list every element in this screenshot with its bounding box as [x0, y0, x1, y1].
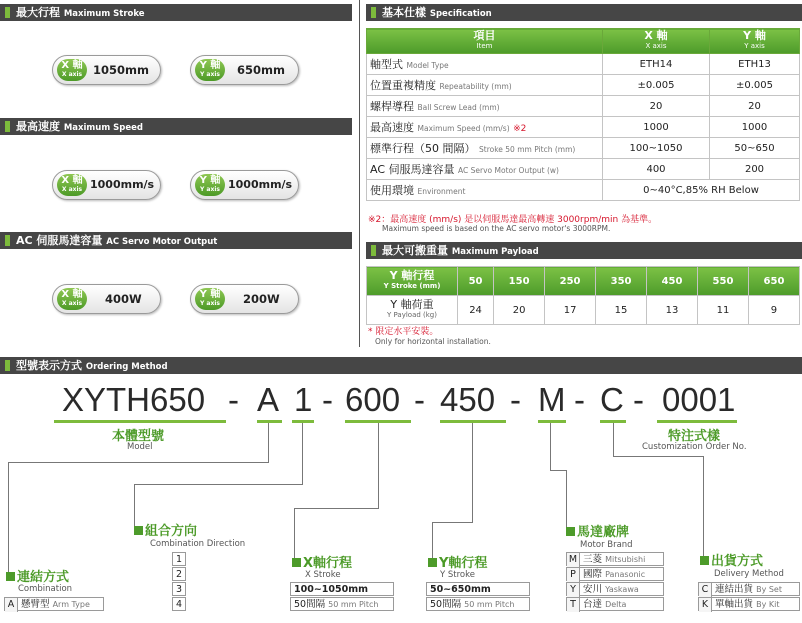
- spec-note-en: Maximum speed is based on the AC servo motor's 3000RPM.: [382, 224, 611, 233]
- direction-option: 2: [172, 567, 186, 581]
- bullet-icon: [6, 572, 15, 581]
- stroke-section-bar: [0, 4, 352, 21]
- spec-row-x: 1000: [603, 117, 710, 138]
- ystroke-pitch: 50間隔 50 mm Pitch: [426, 597, 530, 611]
- x-axis-badge: X 軸 X axis: [57, 174, 87, 196]
- spec-title-cn: 基本仕樣: [382, 6, 426, 19]
- combination-option: A 懸臂型 Arm Type: [4, 597, 104, 611]
- spec-row: [367, 138, 800, 159]
- spec-row-x: ETH14: [603, 54, 710, 75]
- payload-load: 15: [596, 296, 647, 325]
- bullet-icon: [134, 526, 143, 535]
- xstroke-pitch: 50間隔 50 mm Pitch: [290, 597, 394, 611]
- delivery-option: K 單軸出貨 By Kit: [698, 597, 800, 611]
- code-xstroke: 600: [345, 381, 401, 418]
- stroke-title-cn: 最大行程: [16, 6, 60, 19]
- spec-row-label: AC 伺服馬達容量 AC Servo Motor Output (w): [367, 159, 603, 180]
- code-direction: 1: [294, 381, 313, 418]
- delivery-option: C 連結出貨 By Set: [698, 582, 800, 596]
- spec-row-y: ETH13: [710, 54, 800, 75]
- code-dash: -: [510, 381, 521, 418]
- payload-stroke: 450: [647, 267, 698, 296]
- delivery-title: 出貨方式: [700, 550, 763, 569]
- code-combination: A: [257, 381, 280, 418]
- y-axis-badge: Y 軸 Y axis: [195, 174, 225, 196]
- payload-row1-label: Y 軸行程 Y Stroke (mm): [367, 267, 458, 296]
- spec-row-x: 400: [603, 159, 710, 180]
- payload-row2-label: Y 軸荷重 Y Payload (kg): [367, 296, 458, 325]
- payload-load: 9: [748, 296, 799, 325]
- stroke-y-value: 650mm: [237, 63, 285, 77]
- spec-section-bar: [366, 4, 802, 21]
- spec-row-y: 50~650: [710, 138, 800, 159]
- code-ystroke: 450: [440, 381, 496, 418]
- motor-option: M 三菱 Mitsubishi: [566, 552, 664, 566]
- payload-load: 24: [458, 296, 494, 325]
- code-dash: -: [574, 381, 585, 418]
- bullet-icon: [292, 558, 301, 567]
- connector: [432, 522, 473, 523]
- underline-motor: [538, 420, 566, 423]
- motor-x-pill: [52, 284, 161, 314]
- direction-title: 組合方向: [134, 520, 197, 539]
- direction-option: 3: [172, 582, 186, 596]
- spec-row: [367, 54, 800, 75]
- spec-row-label: 使用環境 Environment: [367, 180, 603, 201]
- ystroke-range: 50~650mm: [426, 582, 530, 596]
- spec-row: [367, 117, 800, 138]
- motor-option: Y 安川 Yaskawa: [566, 582, 664, 596]
- connector: [8, 462, 9, 572]
- connector: [294, 508, 295, 558]
- payload-section-bar: [366, 242, 802, 259]
- payload-stroke: 250: [545, 267, 596, 296]
- motor-option: T 台達 Delta: [566, 597, 664, 611]
- spec-row-y: ±0.005: [710, 75, 800, 96]
- code-delivery: C: [600, 381, 624, 418]
- speed-title-cn: 最高速度: [16, 120, 60, 133]
- connector: [703, 456, 704, 556]
- payload-load: 11: [698, 296, 749, 325]
- connector: [550, 423, 551, 471]
- code-custom: 0001: [662, 381, 736, 418]
- connector: [294, 508, 379, 509]
- spec-row-label: 最高速度 Maximum Speed (mm/s) ※2: [367, 117, 603, 138]
- ordering-title-en: Ordering Method: [85, 362, 168, 372]
- code-model: XYTH650: [62, 381, 206, 418]
- column-divider: [359, 0, 360, 347]
- spec-row: [367, 96, 800, 117]
- spec-row-merged: 0~40°C,85% RH Below: [603, 180, 800, 201]
- payload-load: 17: [545, 296, 596, 325]
- motor-y-pill: [190, 284, 299, 314]
- ordering-section-bar: [0, 357, 802, 374]
- motor-title-cn: AC 伺服馬達容量: [16, 234, 103, 247]
- spec-table: [366, 28, 800, 201]
- x-axis-badge: X 軸 X axis: [57, 59, 87, 81]
- bullet-icon: [566, 527, 575, 536]
- connector: [8, 462, 269, 463]
- model-label-cn: 本體型號: [112, 429, 165, 444]
- connector: [550, 470, 566, 471]
- code-dash: -: [228, 381, 239, 418]
- speed-section-bar: [0, 118, 352, 135]
- motor-en: Motor Brand: [580, 540, 633, 550]
- motor-section-bar: [0, 232, 352, 249]
- bullet-icon: [700, 556, 709, 565]
- spec-title-en: Specification: [429, 9, 492, 19]
- spec-row-label: 標準行程（50 間隔） Stroke 50 mm Pitch (mm): [367, 138, 603, 159]
- connector: [378, 423, 379, 509]
- delivery-en: Delivery Method: [714, 569, 784, 579]
- payload-load: 13: [647, 296, 698, 325]
- connector: [566, 470, 567, 528]
- payload-stroke: 150: [494, 267, 545, 296]
- ordering-title-cn: 型號表示方式: [16, 359, 82, 372]
- connector: [268, 423, 269, 463]
- spec-row-label: 螺桿導程 Ball Screw Lead (mm): [367, 96, 603, 117]
- spec-row-x: 20: [603, 96, 710, 117]
- xstroke-range: 100~1050mm: [290, 582, 394, 596]
- motor-x-value: 400W: [105, 292, 142, 306]
- ystroke-en: Y Stroke: [440, 570, 475, 580]
- spec-row: [367, 180, 800, 201]
- speed-y-value: 1000mm/s: [228, 178, 293, 191]
- underline-model: [54, 420, 226, 423]
- y-axis-badge: Y 軸 Y axis: [195, 59, 225, 81]
- motor-title: 馬達廠牌: [566, 521, 629, 540]
- code-dash: -: [322, 381, 333, 418]
- payload-stroke: 650: [748, 267, 799, 296]
- motor-y-value: 200W: [243, 292, 280, 306]
- payload-note-en: Only for horizontal installation.: [375, 337, 491, 346]
- payload-table: [366, 266, 800, 325]
- speed-x-value: 1000mm/s: [90, 178, 155, 191]
- code-dash: -: [633, 381, 644, 418]
- underline-ystroke: [440, 420, 506, 423]
- direction-option: 1: [172, 552, 186, 566]
- payload-stroke: 50: [458, 267, 494, 296]
- code-motor: M: [538, 381, 566, 418]
- spec-header-y: Y 軸 Y axis: [710, 29, 800, 54]
- y-axis-badge: Y 軸 Y axis: [195, 288, 225, 310]
- underline-custom: [657, 420, 737, 423]
- spec-row: [367, 159, 800, 180]
- payload-stroke: 350: [596, 267, 647, 296]
- ystroke-title: Y軸行程: [428, 552, 487, 571]
- bullet-icon: [428, 558, 437, 567]
- model-label-en: Model: [127, 442, 153, 452]
- spec-row-y: 200: [710, 159, 800, 180]
- payload-load-row: [367, 296, 800, 325]
- connector: [134, 484, 303, 485]
- underline-direction: [292, 420, 314, 423]
- combination-en: Combination: [18, 584, 73, 594]
- code-dash: -: [414, 381, 425, 418]
- spec-row-y: 20: [710, 96, 800, 117]
- stroke-x-pill: [52, 55, 161, 85]
- underline-combination: [257, 420, 282, 423]
- spec-note-cn: ※2：最高速度 (mm/s) 是以伺服馬達最高轉速 3000rpm/min 為基準。: [368, 215, 658, 225]
- stroke-title-en: Maximum Stroke: [63, 9, 145, 19]
- spec-header-x: X 軸 X axis: [603, 29, 710, 54]
- spec-row-x: ±0.005: [603, 75, 710, 96]
- spec-row-y: 1000: [710, 117, 800, 138]
- payload-title-en: Maximum Payload: [451, 247, 539, 257]
- spec-row-label: 軸型式 Model Type: [367, 54, 603, 75]
- spec-row-label: 位置重複精度 Repeatability (mm): [367, 75, 603, 96]
- x-axis-badge: X 軸 X axis: [57, 288, 87, 310]
- direction-en: Combination Direction: [150, 539, 246, 549]
- speed-x-pill: [52, 170, 161, 200]
- spec-row: [367, 75, 800, 96]
- xstroke-en: X Stroke: [305, 570, 341, 580]
- payload-stroke: 550: [698, 267, 749, 296]
- payload-note-cn: * 限定水平安裝。: [368, 327, 439, 337]
- payload-title-cn: 最大可搬重量: [382, 244, 448, 257]
- spec-row-x: 100~1050: [603, 138, 710, 159]
- connector: [613, 456, 703, 457]
- custom-label-en: Customization Order No.: [642, 442, 747, 452]
- payload-load: 20: [494, 296, 545, 325]
- motor-title-en: AC Servo Motor Output: [106, 237, 218, 247]
- connector: [472, 423, 473, 523]
- xstroke-title: X軸行程: [292, 552, 352, 571]
- speed-title-en: Maximum Speed: [63, 123, 143, 133]
- payload-stroke-row: [367, 267, 800, 296]
- spec-header-item: 項目 Item: [367, 29, 603, 54]
- motor-option: P 國際 Panasonic: [566, 567, 664, 581]
- stroke-x-value: 1050mm: [93, 63, 149, 77]
- custom-label-cn: 特注式樣: [668, 429, 721, 444]
- combination-title: 連結方式: [6, 566, 69, 585]
- connector: [613, 423, 614, 457]
- speed-y-pill: [190, 170, 299, 200]
- spec-header-row: [367, 29, 800, 54]
- connector: [302, 423, 303, 485]
- direction-option: 4: [172, 597, 186, 611]
- stroke-y-pill: [190, 55, 299, 85]
